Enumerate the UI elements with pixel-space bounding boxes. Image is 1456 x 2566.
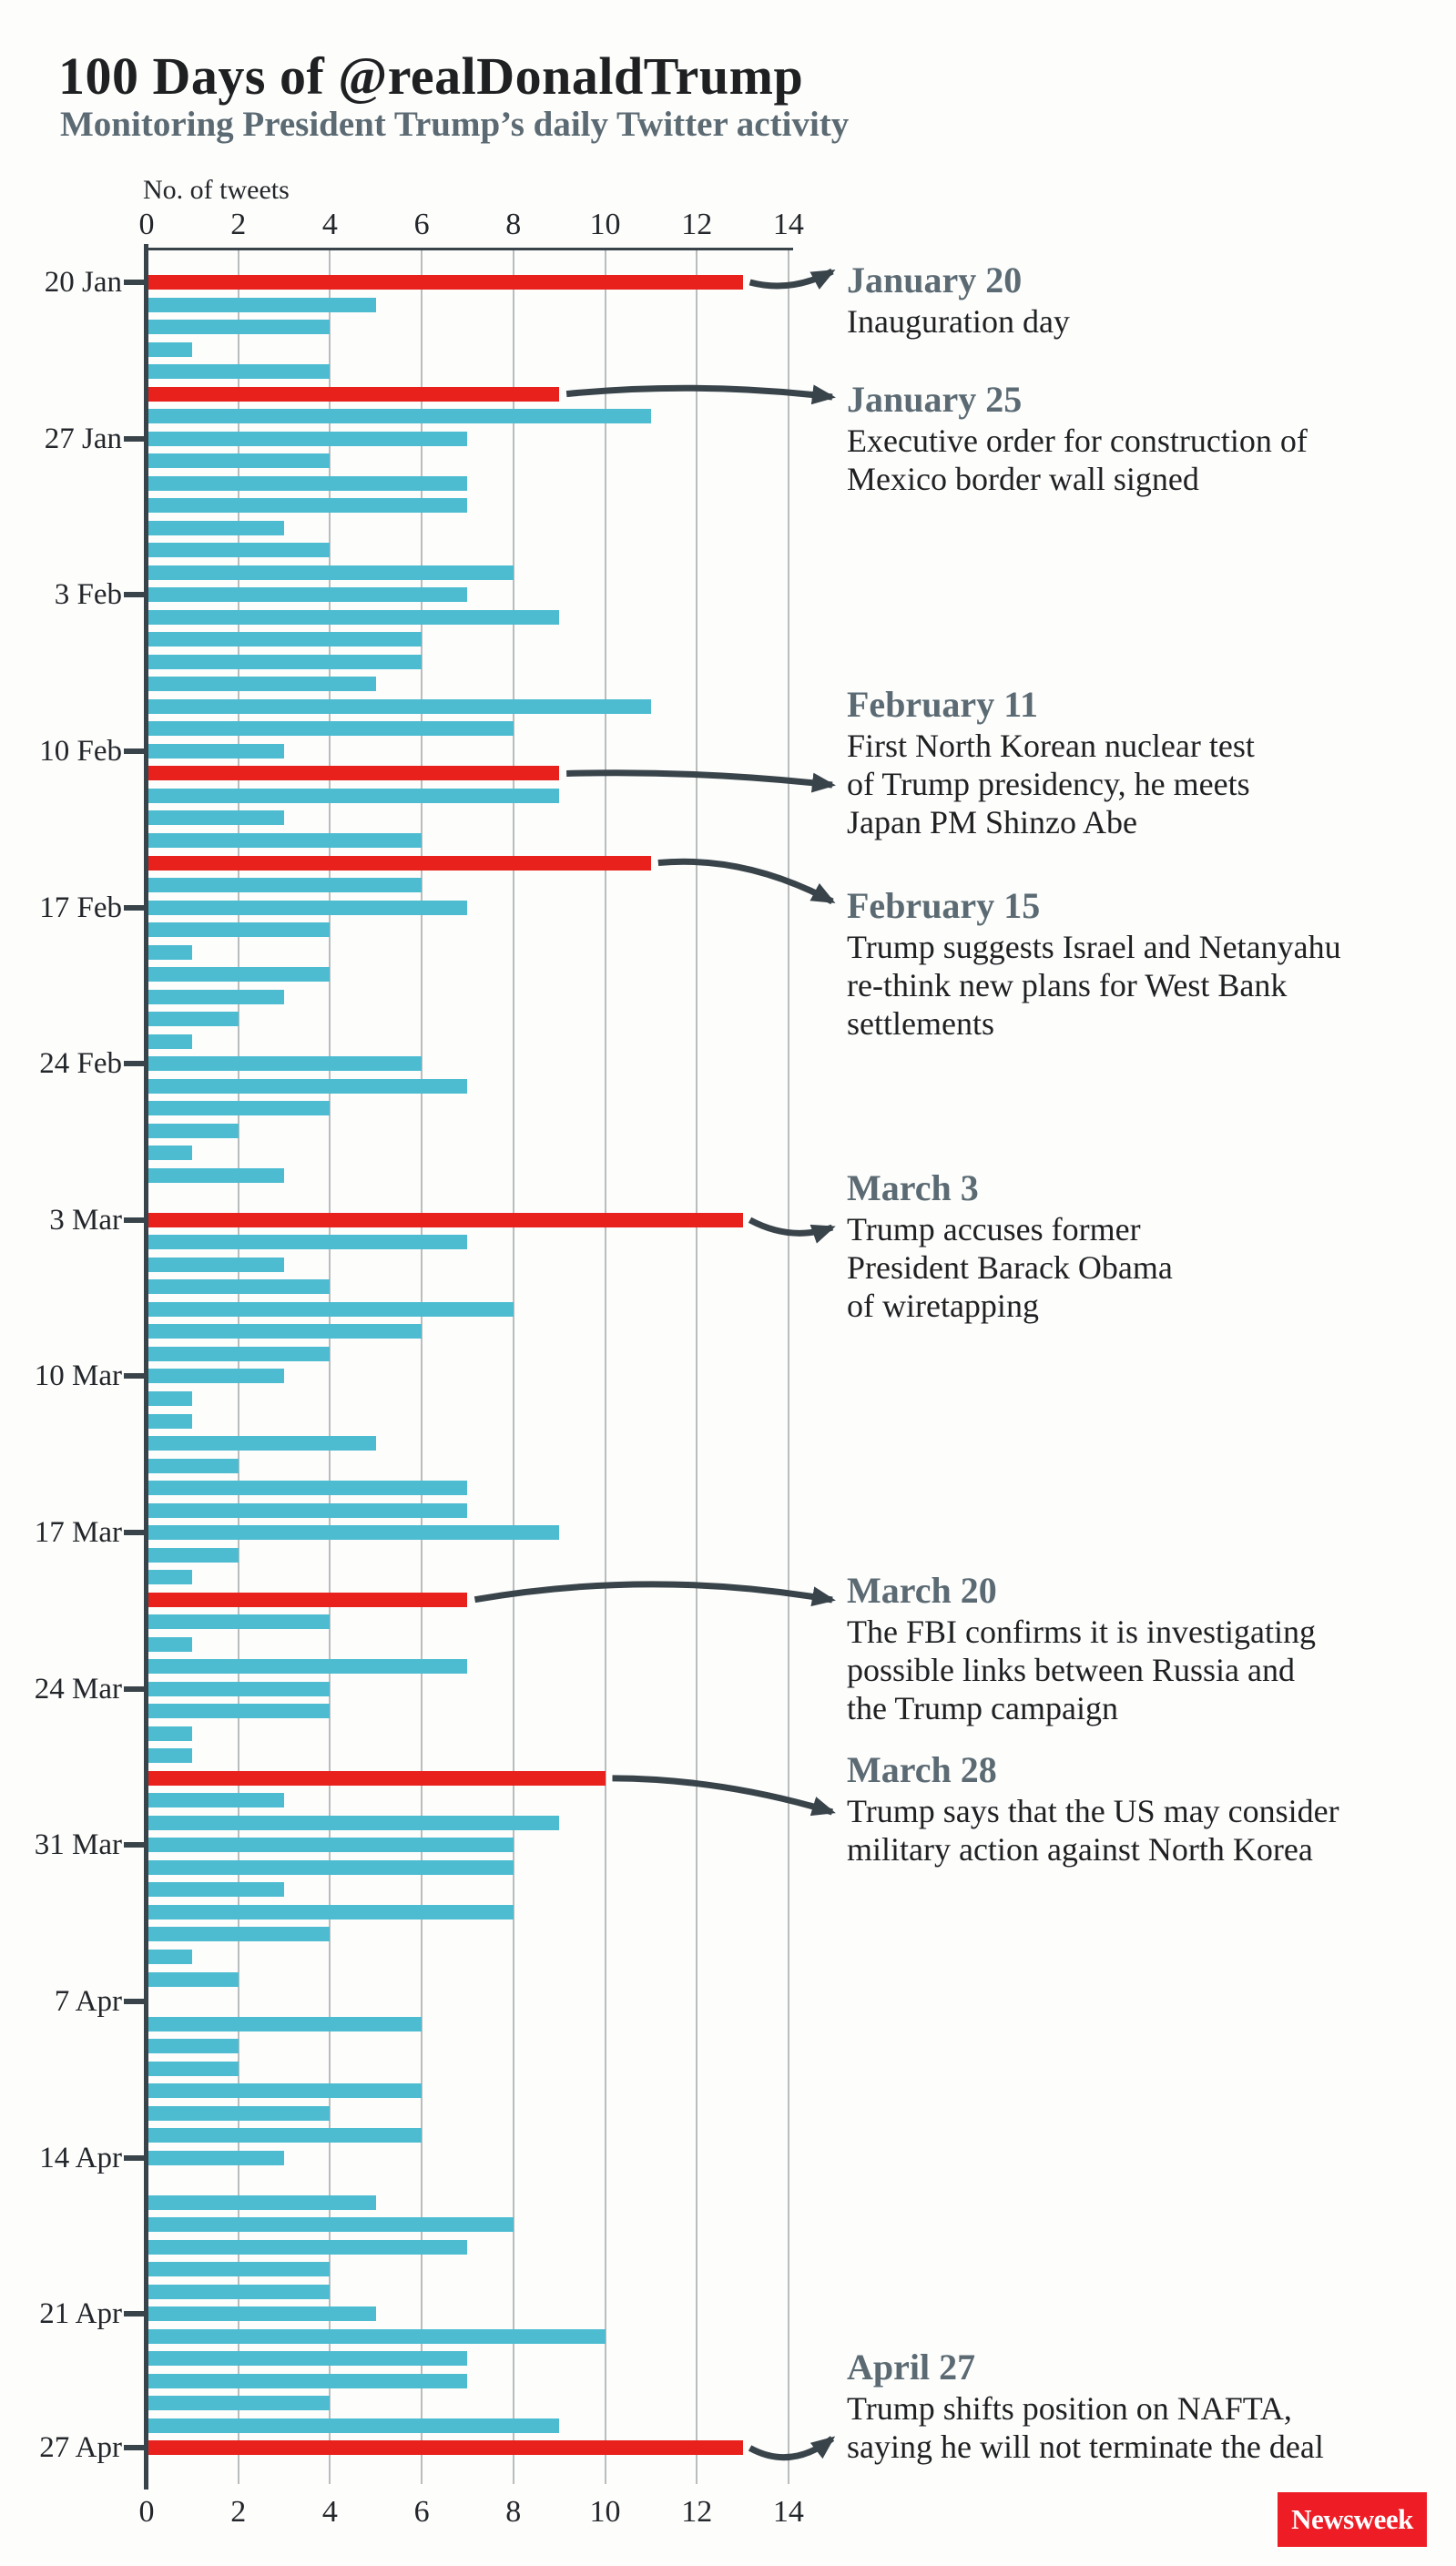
arrow-april-27 [750, 2439, 832, 2458]
y-label-24-mar: 24 Mar [34, 1672, 122, 1706]
y-label-10-feb: 10 Feb [39, 734, 122, 768]
bar-21-apr [148, 2306, 376, 2321]
y-label-31-mar: 31 Mar [34, 1828, 122, 1862]
arrow-january-25 [566, 388, 832, 397]
bar-20-apr [148, 2285, 330, 2299]
bar-2-feb [148, 565, 514, 580]
bar-25-feb [148, 1079, 467, 1094]
x-tick-top-14: 14 [772, 208, 804, 241]
bar-16-feb [148, 878, 422, 892]
annotation-body-line: Mexico border wall signed [847, 461, 1199, 497]
y-label-3-mar: 3 Mar [49, 1203, 122, 1237]
gridline-14 [788, 248, 789, 2484]
annotation-heading: April 27 [847, 2347, 976, 2388]
annotation-body-line: Executive order for construction of [847, 423, 1308, 459]
newsweek-logo: Newsweek [1278, 2492, 1427, 2547]
gridline-4 [329, 248, 331, 2484]
bar-14-apr [148, 2151, 284, 2165]
bar-26-apr [148, 2418, 559, 2433]
annotation-heading: January 20 [847, 260, 1023, 300]
annotation-body-line: Trump accuses former [847, 1211, 1141, 1247]
bar-27-jan [148, 432, 467, 446]
bar-22-feb [148, 1012, 239, 1026]
bar-10-apr [148, 2062, 239, 2076]
bar-8-feb [148, 699, 651, 714]
bar-28-feb [148, 1146, 192, 1160]
page-subtitle: Monitoring President Trump’s daily Twitter activity [60, 105, 850, 144]
bar-25-apr [148, 2396, 330, 2410]
bar-9-feb [148, 721, 514, 736]
x-tick-bottom-2: 2 [230, 2495, 247, 2529]
bar-22-jan [148, 320, 330, 334]
y-tick-24-feb [124, 1061, 144, 1066]
arrow-february-15 [658, 861, 832, 901]
y-tick-14-apr [124, 2155, 144, 2161]
x-tick-bottom-12: 12 [681, 2495, 713, 2529]
bar-3-feb [148, 587, 467, 602]
annotation-body-line: of Trump presidency, he meets [847, 766, 1250, 802]
bar-15-mar [148, 1481, 467, 1495]
bar-29-jan [148, 476, 467, 491]
annotation-body-line: re-think new plans for West Bank [847, 967, 1288, 1003]
x-tick-bottom-0: 0 [138, 2495, 155, 2529]
annotation-body-line: the Trump campaign [847, 1690, 1118, 1726]
y-label-24-feb: 24 Feb [39, 1047, 122, 1081]
annotation-april-27 [847, 2347, 1430, 2466]
y-tick-31-mar [124, 1842, 144, 1848]
annotation-january-20 [847, 260, 1430, 341]
x-tick-bottom-14: 14 [772, 2495, 804, 2529]
x-tick-bottom-6: 6 [413, 2495, 430, 2529]
bar-13-mar [148, 1436, 376, 1451]
annotation-heading: March 28 [847, 1749, 997, 1790]
bar-18-feb [148, 922, 330, 937]
annotation-heading: January 25 [847, 379, 1023, 420]
y-tick-20-jan [124, 280, 144, 285]
annotation-february-11 [847, 685, 1430, 841]
bar-9-apr [148, 2039, 239, 2053]
bar-26-mar [148, 1726, 192, 1741]
bar-31-jan [148, 521, 284, 535]
bar-24-jan [148, 364, 330, 379]
annotation-body-line: settlements [847, 1005, 994, 1042]
bar-23-mar [148, 1659, 467, 1674]
bar-11-apr [148, 2083, 422, 2098]
bar-30-jan [148, 498, 467, 513]
bar-7-mar [148, 1302, 514, 1317]
bar-5-feb [148, 632, 422, 647]
bar-6-mar [148, 1279, 330, 1294]
bar-4-apr [148, 1927, 330, 1941]
y-label-3-feb: 3 Feb [54, 578, 122, 612]
bar-19-apr [148, 2262, 330, 2276]
bar-23-apr [148, 2351, 467, 2366]
bar-18-mar [148, 1548, 239, 1563]
bar-1-apr [148, 1860, 514, 1875]
annotation-body-line: Trump suggests Israel and Netanyahu [847, 929, 1341, 965]
annotation-body-line: First North Korean nuclear test [847, 728, 1255, 764]
bar-9-mar [148, 1347, 330, 1361]
x-tick-top-12: 12 [681, 208, 713, 241]
annotation-march-20 [847, 1571, 1430, 1727]
annotation-body-line: possible links between Russia and [847, 1652, 1295, 1688]
bar-19-mar [148, 1570, 192, 1584]
bar-1-mar [148, 1168, 284, 1183]
y-tick-24-mar [124, 1686, 144, 1692]
y-tick-27-jan [124, 436, 144, 442]
y-label-7-apr: 7 Apr [54, 1985, 122, 2019]
bar-22-mar [148, 1637, 192, 1652]
bar-24-apr [148, 2374, 467, 2388]
x-tick-bottom-8: 8 [505, 2495, 522, 2529]
x-tick-bottom-4: 4 [321, 2495, 338, 2529]
x-tick-top-2: 2 [230, 208, 247, 241]
y-label-20-jan: 20 Jan [44, 266, 122, 299]
bar-27-feb [148, 1124, 239, 1138]
x-axis-title: No. of tweets [143, 175, 290, 205]
bar-8-mar [148, 1324, 422, 1339]
bar-26-feb [148, 1101, 330, 1115]
bar-28-jan [148, 453, 330, 468]
x-tick-top-6: 6 [413, 208, 430, 241]
bar-29-mar [148, 1793, 284, 1807]
y-tick-7-apr [124, 1999, 144, 2004]
x-tick-top-4: 4 [321, 208, 338, 241]
x-tick-top-0: 0 [138, 208, 155, 241]
bar-12-feb [148, 789, 559, 803]
y-label-27-jan: 27 Jan [44, 422, 122, 455]
bar-26-jan [148, 409, 651, 423]
annotation-march-3 [847, 1168, 1430, 1325]
x-tick-top-8: 8 [505, 208, 522, 241]
page-title: 100 Days of @realDonaldTrump [58, 46, 804, 106]
y-tick-3-mar [124, 1217, 144, 1223]
bar-20-jan [148, 275, 743, 290]
bar-25-mar [148, 1704, 330, 1718]
gridline-8 [513, 248, 514, 2484]
gridline-6 [421, 248, 423, 2484]
bar-23-jan [148, 342, 192, 357]
bar-3-apr [148, 1905, 514, 1919]
bar-15-feb [148, 856, 651, 871]
bar-13-feb [148, 810, 284, 825]
bar-24-mar [148, 1682, 330, 1696]
arrow-march-20 [474, 1584, 832, 1600]
bar-11-mar [148, 1391, 192, 1406]
bar-17-feb [148, 901, 467, 915]
annotation-body-line: Inauguration day [847, 303, 1070, 340]
bar-5-apr [148, 1950, 192, 1964]
bar-20-feb [148, 967, 330, 982]
annotation-body-line: Trump says that the US may consider [847, 1793, 1339, 1829]
bar-6-apr [148, 1972, 239, 1987]
bar-1-feb [148, 543, 330, 557]
annotation-heading: March 20 [847, 1570, 997, 1611]
bar-21-feb [148, 990, 284, 1004]
bar-22-apr [148, 2329, 606, 2344]
bar-21-mar [148, 1614, 330, 1629]
y-label-14-apr: 14 Apr [39, 2141, 122, 2174]
arrow-february-11 [566, 773, 832, 785]
bar-23-feb [148, 1034, 192, 1049]
bar-3-mar [148, 1213, 743, 1227]
bar-16-apr [148, 2195, 376, 2210]
gridline-12 [696, 248, 697, 2484]
annotation-heading: February 15 [847, 885, 1041, 926]
y-label-17-mar: 17 Mar [34, 1516, 122, 1550]
arrow-march-3 [750, 1220, 832, 1233]
y-tick-17-feb [124, 905, 144, 911]
bar-10-mar [148, 1369, 284, 1383]
annotation-heading: March 3 [847, 1167, 979, 1208]
arrow-march-28 [613, 1778, 833, 1812]
bar-4-feb [148, 610, 559, 625]
bar-30-mar [148, 1816, 559, 1830]
bar-27-apr [148, 2440, 743, 2455]
bar-10-feb [148, 744, 284, 759]
bar-4-mar [148, 1235, 467, 1249]
annotation-heading: February 11 [847, 684, 1038, 725]
annotation-january-25 [847, 380, 1430, 498]
y-tick-21-apr [124, 2311, 144, 2317]
arrow-january-20 [750, 271, 832, 286]
bar-5-mar [148, 1258, 284, 1272]
bar-27-mar [148, 1748, 192, 1763]
y-tick-17-mar [124, 1530, 144, 1535]
y-label-21-apr: 21 Apr [39, 2297, 122, 2331]
bar-18-apr [148, 2240, 467, 2255]
bar-14-feb [148, 833, 422, 848]
bar-25-jan [148, 387, 559, 402]
bar-19-feb [148, 945, 192, 960]
bar-31-mar [148, 1838, 514, 1852]
bar-6-feb [148, 655, 422, 669]
y-label-17-feb: 17 Feb [39, 891, 122, 924]
bar-7-feb [148, 677, 376, 691]
bar-24-feb [148, 1056, 422, 1071]
bar-17-apr [148, 2217, 514, 2232]
y-tick-27-apr [124, 2445, 144, 2450]
bar-28-mar [148, 1771, 606, 1786]
bar-12-apr [148, 2106, 330, 2121]
bar-16-mar [148, 1503, 467, 1518]
bar-17-mar [148, 1525, 559, 1540]
annotation-body-line: The FBI confirms it is investigating [847, 1614, 1316, 1650]
y-label-10-mar: 10 Mar [34, 1359, 122, 1393]
bar-14-mar [148, 1459, 239, 1473]
annotation-february-15 [847, 886, 1430, 1043]
y-tick-10-mar [124, 1373, 144, 1379]
annotation-body-line: military action against North Korea [847, 1831, 1313, 1868]
bar-11-feb [148, 766, 559, 780]
x-tick-bottom-10: 10 [589, 2495, 621, 2529]
bar-8-apr [148, 2017, 422, 2031]
bar-2-apr [148, 1882, 284, 1897]
y-tick-3-feb [124, 592, 144, 597]
x-axis-line [144, 248, 793, 250]
annotation-body-line: of wiretapping [847, 1288, 1039, 1324]
y-label-27-apr: 27 Apr [39, 2431, 122, 2465]
annotation-march-28 [847, 1750, 1430, 1868]
gridline-2 [238, 248, 239, 2484]
gridline-10 [605, 248, 606, 2484]
annotation-body-line: Trump shifts position on NAFTA, [847, 2390, 1292, 2427]
bar-12-mar [148, 1414, 192, 1429]
bar-20-mar [148, 1593, 467, 1607]
bar-21-jan [148, 298, 376, 312]
y-tick-10-feb [124, 748, 144, 754]
bar-13-apr [148, 2128, 422, 2143]
annotation-body-line: saying he will not terminate the deal [847, 2429, 1324, 2465]
annotation-body-line: Japan PM Shinzo Abe [847, 804, 1137, 840]
x-tick-top-10: 10 [589, 208, 621, 241]
annotation-body-line: President Barack Obama [847, 1249, 1173, 1286]
